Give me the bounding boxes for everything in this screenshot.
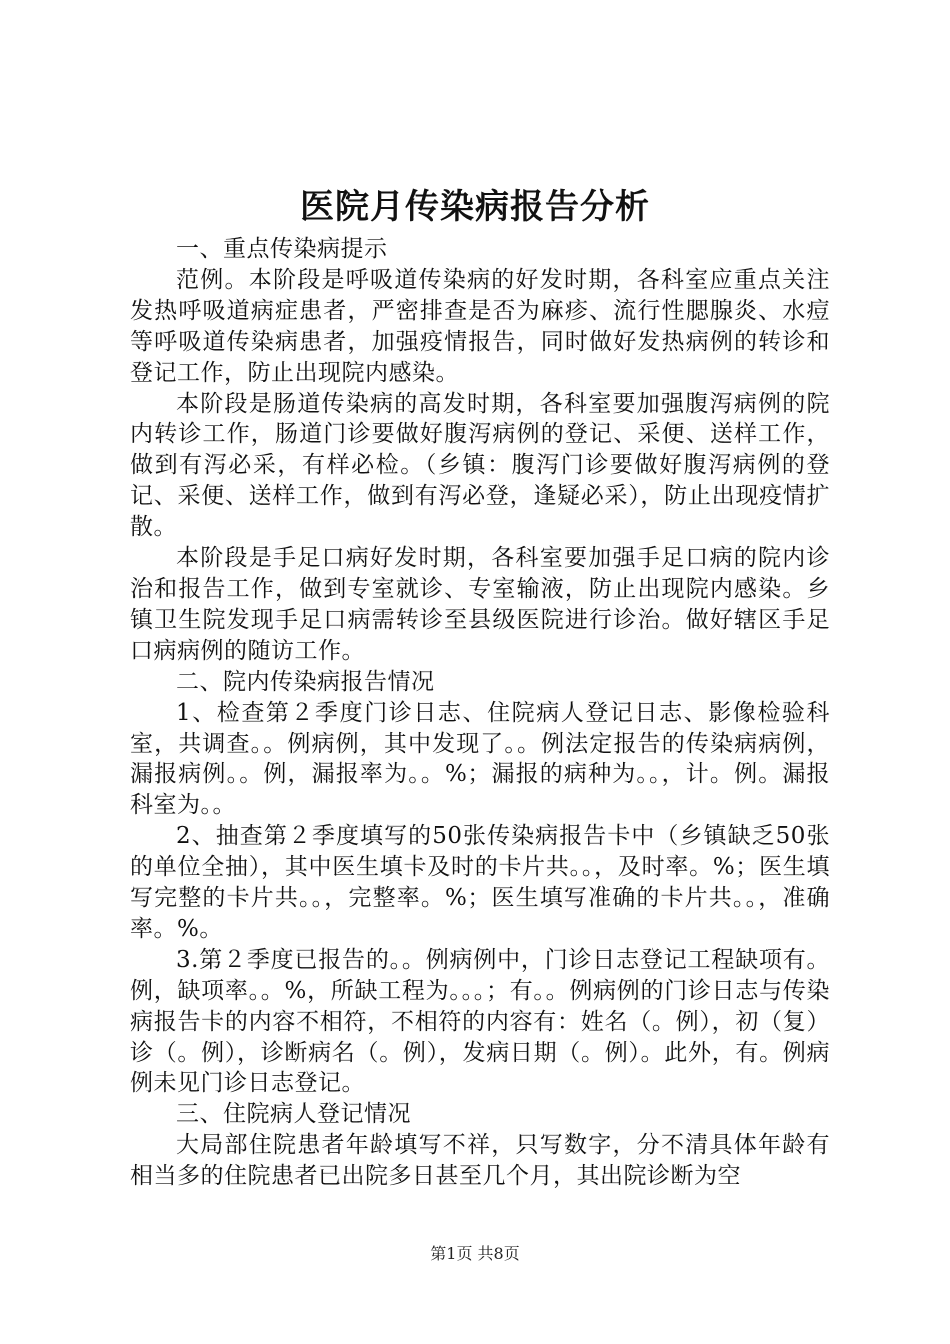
page-footer: 第1页 共8页	[430, 1244, 520, 1263]
paragraph-respiratory: 范例。本阶段是呼吸道传染病的好发时期，各科室应重点关注发热呼吸道病症患者，严密排查是否为麻疹、流行性腮腺炎、水痘等呼吸道传染病患者，加强疫情报告，同时做好发热病例的转诊和登记工作，防止出现院内感染。	[130, 266, 830, 386]
paragraph-inpatient: 大局部住院患者年龄填写不祥，只写数字，分不清具体年龄有相当多的住院患者已出院多日甚至几个月，其出院诊断为空	[130, 1132, 830, 1190]
document-body	[130, 234, 830, 1192]
paragraph-check-logs: 1、检查第２季度门诊日志、住院病人登记日志、影像检验科室，共调查。。例病例，其中发现了。。例法定报告的传染病病例，漏报病例。。例，漏报率为。。%；漏报的病种为。。，计。例。漏报科室为。。	[130, 699, 830, 819]
paragraph-reported-cases: 3.第２季度已报告的。。例病例中，门诊日志登记工程缺项有。例，缺项率。。%，所缺工程为。。。；有。。例病例的门诊日志与传染病报告卡的内容不相符，不相符的内容有：姓名（。例），初（复）诊（。例），诊断病名（。例），发病日期（。例）。此外，有。例病例未见门诊日志登记。	[130, 946, 830, 1097]
document-title: 医院月传染病报告分析	[300, 187, 650, 227]
paragraph-hand-foot-mouth: 本阶段是手足口病好发时期，各科室要加强手足口病的院内诊治和报告工作，做到专室就诊、专室输液，防止出现院内感染。乡镇卫生院发现手足口病需转诊至县级医院进行诊治。做好辖区手足口病病例的随访工作。	[130, 545, 830, 664]
paragraph-intestinal: 本阶段是肠道传染病的高发时期，各科室要加强腹泻病例的院内转诊工作，肠道门诊要做好腹泻病例的登记、采便、送样工作，做到有泻必采，有样必检。（乡镇：腹泻门诊要做好腹泻病例的登记、采便、送样工作，做到有泻必登，逢疑必采），防止出现疫情扩散。	[130, 390, 830, 541]
section-heading-1: 一、重点传染病提示	[176, 236, 388, 262]
paragraph-report-cards: 2、抽查第２季度填写的50张传染病报告卡中（乡镇缺乏50张的单位全抽），其中医生填卡及时的卡片共。。，及时率。%；医生填写完整的卡片共。。，完整率。%；医生填写准确的卡片共。。，准确率。%。	[130, 823, 830, 942]
section-heading-2: 二、院内传染病报告情况	[176, 668, 435, 695]
section-heading-3: 三、住院病人登记情况	[176, 1101, 411, 1128]
